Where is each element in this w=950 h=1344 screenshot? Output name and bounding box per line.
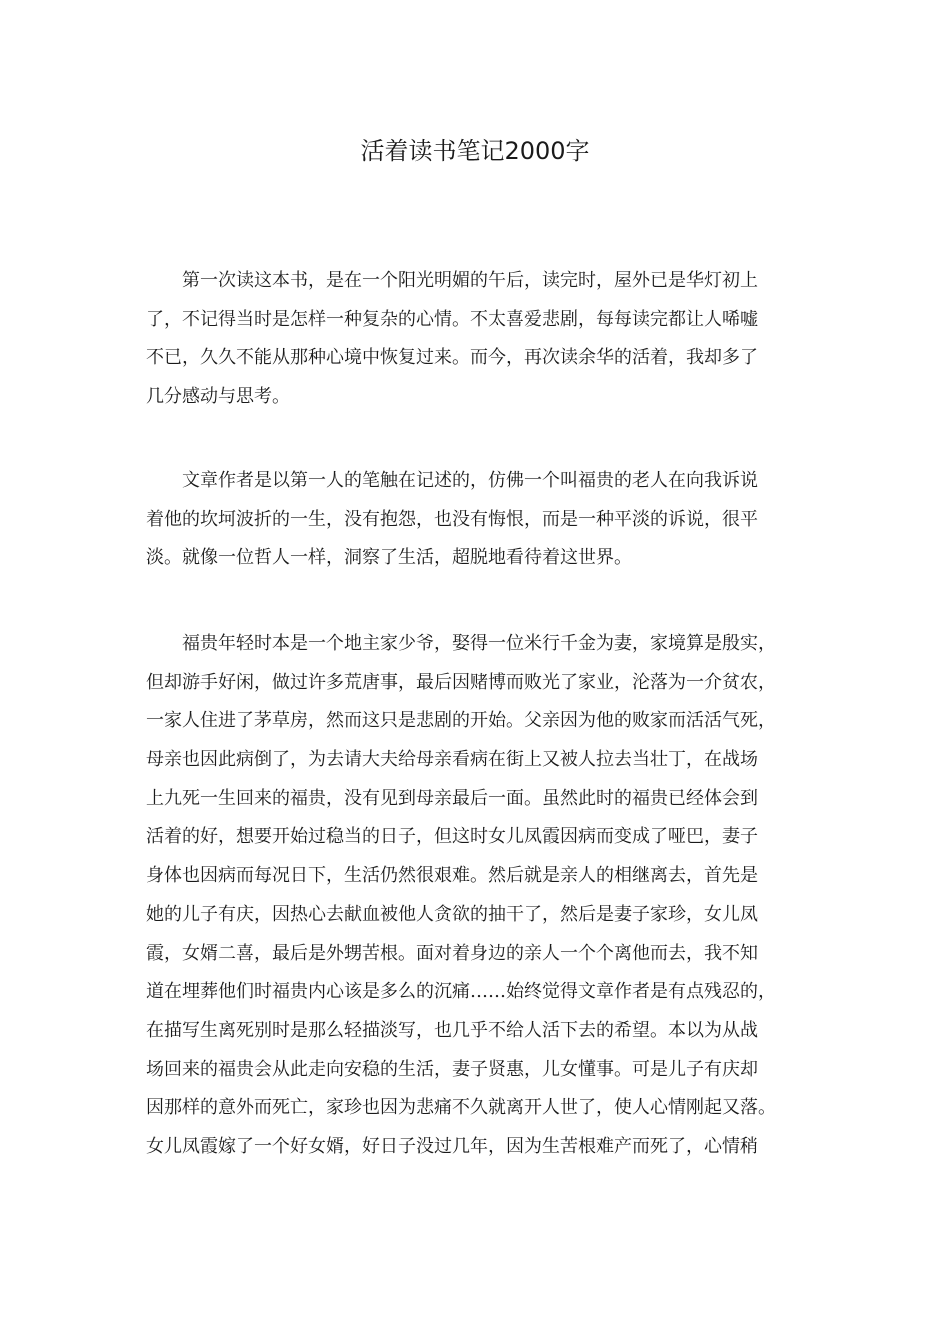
paragraph-line: 但却游手好闲，做过许多荒唐事，最后因赌博而败光了家业，沦落为一介贫农， xyxy=(146,671,776,693)
paragraph-2 xyxy=(146,462,816,578)
paragraph-line: 她的儿子有庆，因热心去献血被他人贪欲的抽干了，然后是妻子家珍，女儿凤 xyxy=(146,903,758,925)
paragraph-line: 着他的坎坷波折的一生，没有抱怨，也没有悔恨，而是一种平淡的诉说，很平 xyxy=(146,508,758,530)
paragraph-1 xyxy=(146,262,816,417)
paragraph-line: 场回来的福贵会从此走向安稳的生活，妻子贤惠，儿女懂事。可是儿子有庆却 xyxy=(146,1058,758,1080)
paragraph-line: 身体也因病而每况日下，生活仍然很艰难。然后就是亲人的相继离去，首先是 xyxy=(146,865,758,887)
paragraph-3 xyxy=(146,625,816,1167)
paragraph-line: 在描写生离死别时是那么轻描淡写，也几乎不给人活下去的希望。本以为从战 xyxy=(146,1019,758,1041)
paragraph-line: 一家人住进了茅草房，然而这只是悲剧的开始。父亲因为他的败家而活活气死， xyxy=(146,710,776,732)
paragraph-line: 女儿凤霞嫁了一个好女婿，好日子没过几年，因为生苦根难产而死了，心情稍 xyxy=(146,1135,758,1157)
paragraph-line: 霞，女婿二喜，最后是外甥苦根。面对着身边的亲人一个个离他而去，我不知 xyxy=(146,942,758,964)
paragraph-line: 道在埋葬他们时福贵内心该是多么的沉痛……始终觉得文章作者是有点残忍的， xyxy=(146,981,776,1003)
paragraph-line: 几分感动与思考。 xyxy=(146,386,290,408)
paragraph-line: 活着的好，想要开始过稳当的日子，但这时女儿凤霞因病而变成了哑巴，妻子 xyxy=(146,826,758,848)
paragraph-line: 了，不记得当时是怎样一种复杂的心情。不太喜爱悲剧，每每读完都让人唏嘘 xyxy=(146,308,758,330)
paragraph-line: 淡。就像一位哲人一样，洞察了生活，超脱地看待着这世界。 xyxy=(146,547,632,569)
paragraph-line: 文章作者是以第一人的笔触在记述的，仿佛一个叫福贵的老人在向我诉说 xyxy=(182,470,758,491)
paragraph-line: 因那样的意外而死亡，家珍也因为悲痛不久就离开人世了，使人心情刚起又落。 xyxy=(146,1097,776,1119)
paragraph-line: 上九死一生回来的福贵，没有见到母亲最后一面。虽然此时的福贵已经体会到 xyxy=(146,787,758,809)
paragraph-line: 福贵年轻时本是一个地主家少爷，娶得一位米行千金为妻，家境算是殷实， xyxy=(182,633,776,654)
paragraph-line: 不已，久久不能从那种心境中恢复过来。而今，再次读余华的活着，我却多了 xyxy=(146,347,758,369)
document-title: 活着读书笔记2000字 xyxy=(360,137,590,165)
paragraph-line: 第一次读这本书，是在一个阳光明媚的午后，读完时，屋外已是华灯初上 xyxy=(182,270,758,291)
paragraph-line: 母亲也因此病倒了，为去请大夫给母亲看病在街上又被人拉去当壮丁，在战场 xyxy=(146,749,758,771)
